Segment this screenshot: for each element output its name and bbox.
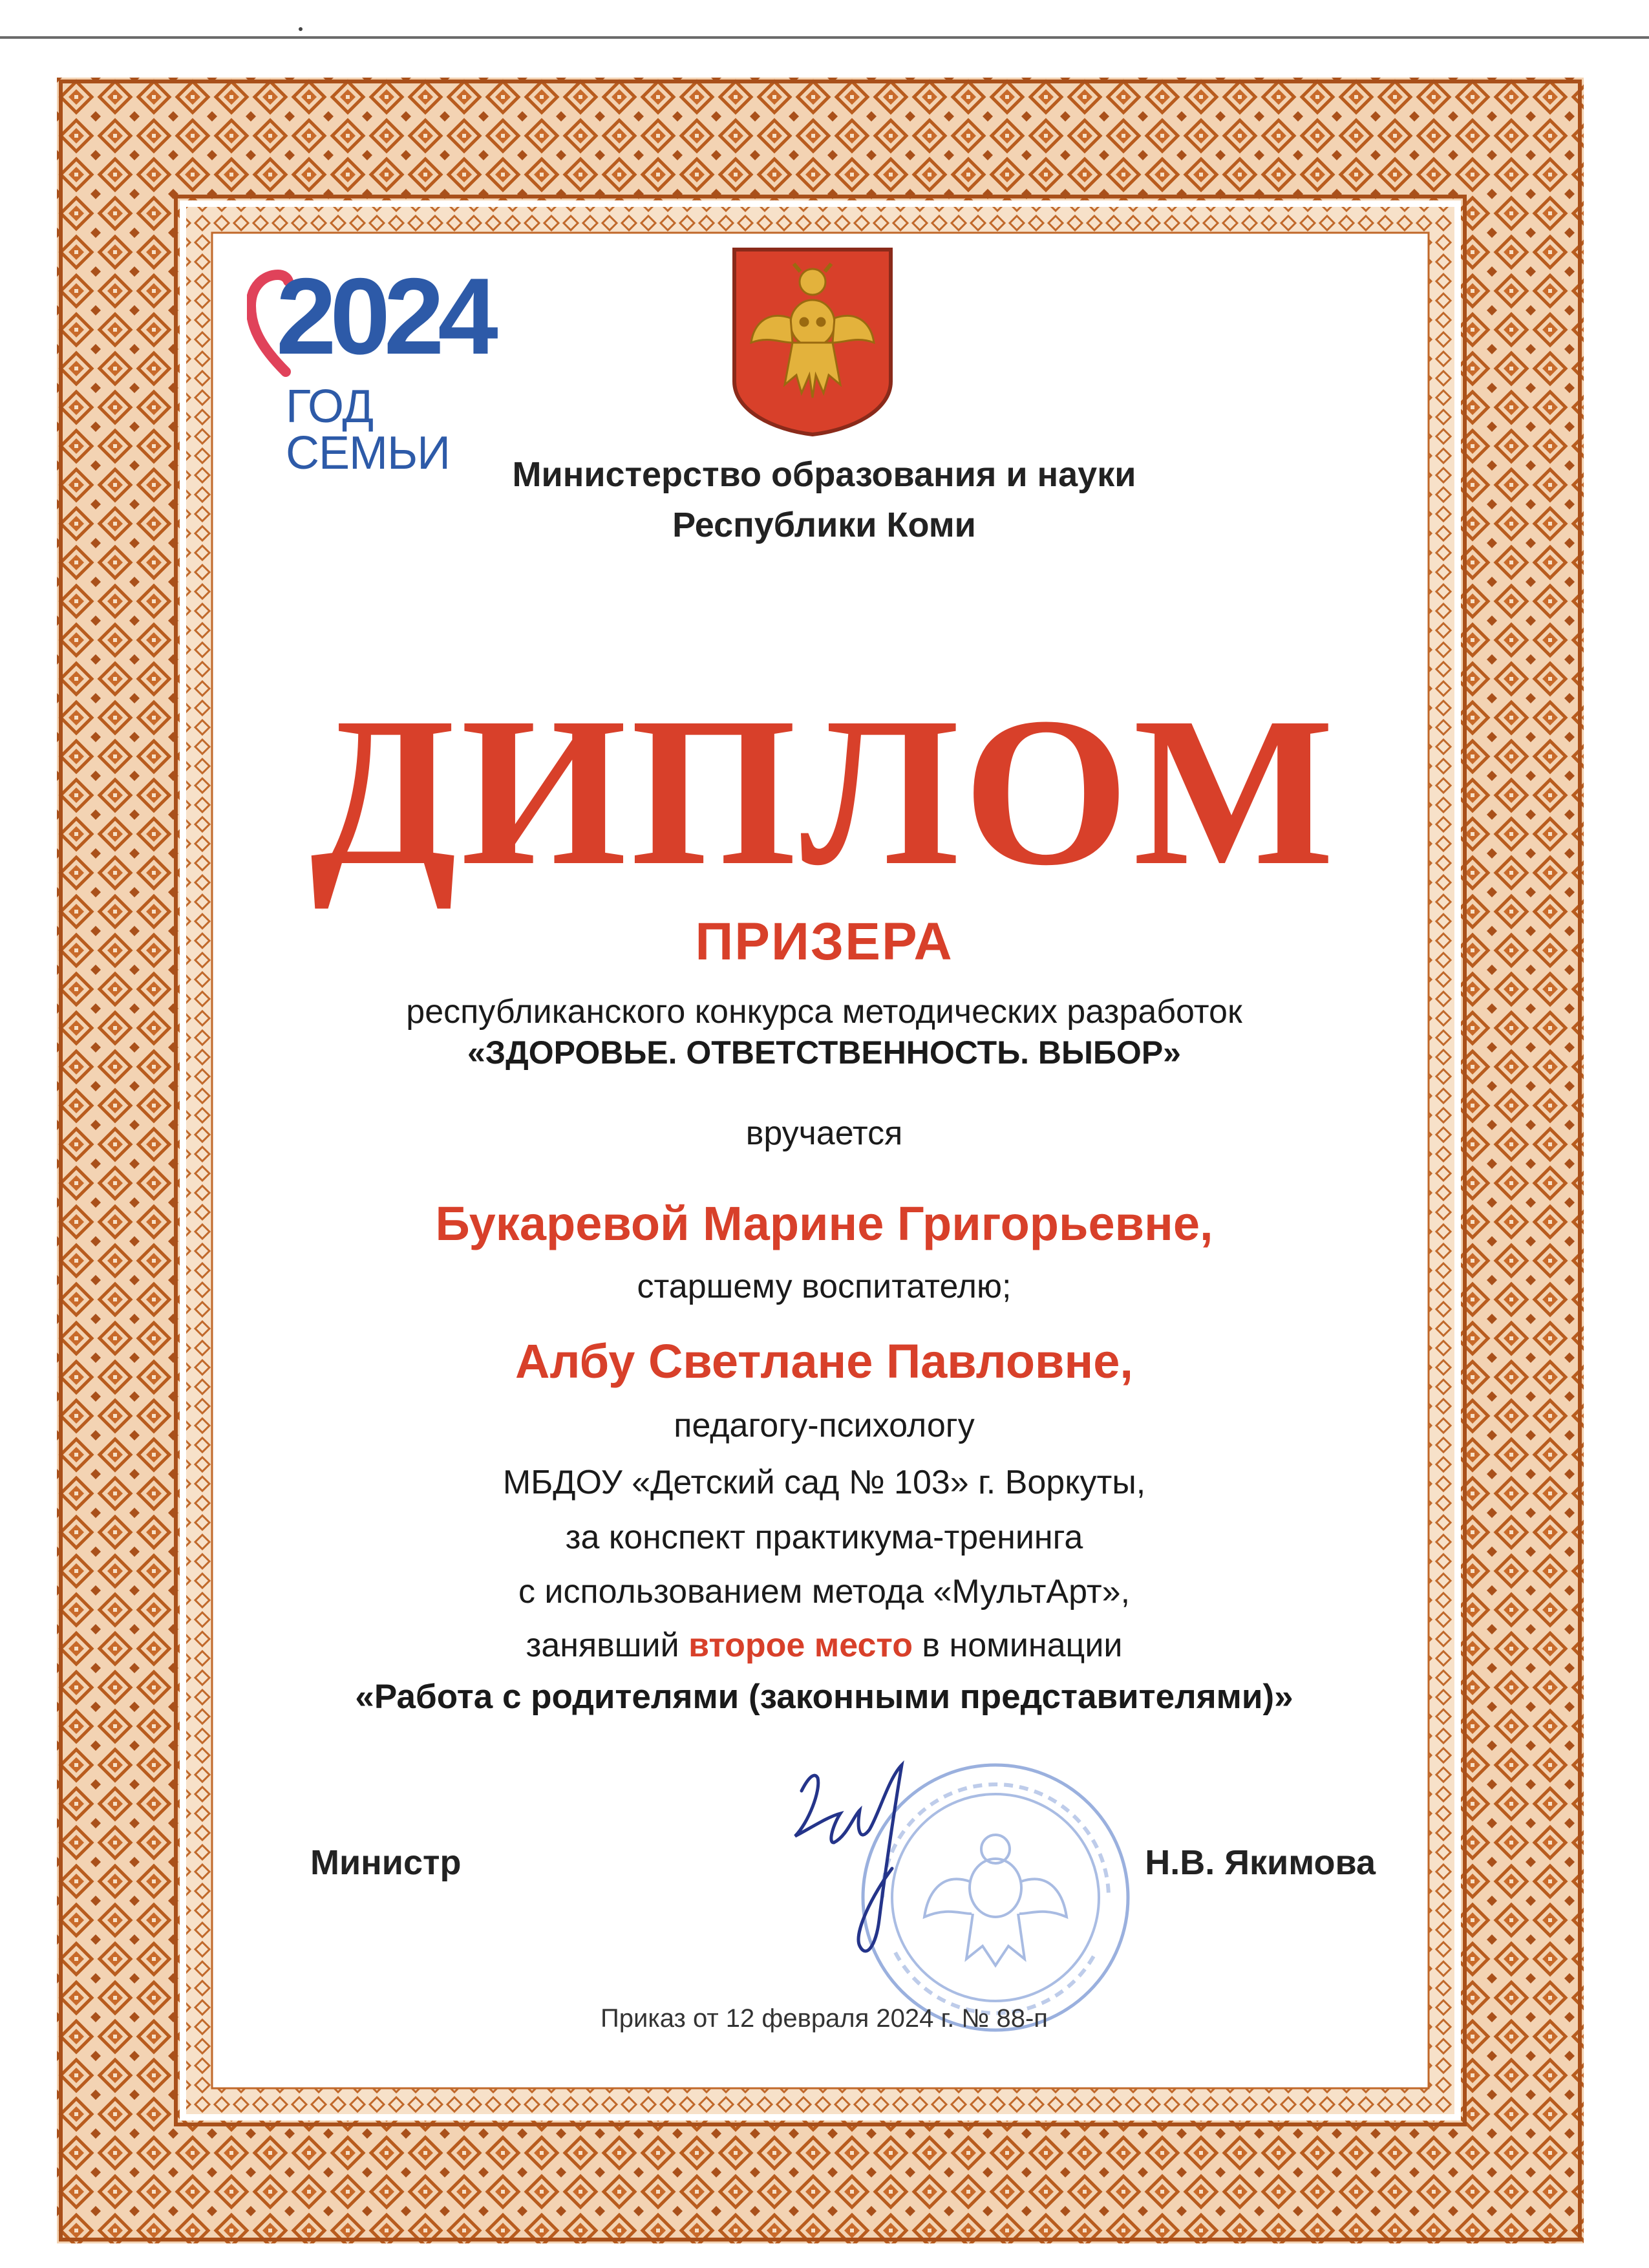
place-line: [226, 1626, 1422, 1665]
scan-speck: [299, 27, 303, 31]
year-of-family-logo: [247, 255, 492, 479]
signature-name: Н.В. Якимова: [1145, 1843, 1376, 1882]
recipient-1-name: Букаревой Марине Григорьевне,: [435, 1197, 1213, 1250]
komi-coat-of-arms-icon: [729, 246, 896, 436]
scan-edge-line: [0, 36, 1649, 39]
logo-caption: ГОД СЕМЬИ: [286, 381, 450, 479]
contest-name: «ЗДОРОВЬЕ. ОТВЕТСТВЕННОСТЬ. ВЫБОР»: [467, 1034, 1181, 1071]
order-reference: Приказ от 12 февраля 2024 г. № 88-п: [601, 2004, 1048, 2033]
diploma-content: [226, 246, 1422, 2121]
work-line2: с использованием метода «МультАрт»,: [518, 1573, 1131, 1610]
awarded-text: вручается: [745, 1115, 903, 1152]
place-value: второе место: [688, 1627, 913, 1664]
recipient-1-position: старшему воспитателю;: [637, 1268, 1012, 1305]
recipient-2-name: Албу Светлане Павловне,: [515, 1334, 1133, 1388]
signature-role: Министр: [310, 1843, 462, 1882]
organization: МБДОУ «Детский сад № 103» г. Воркуты,: [502, 1464, 1146, 1501]
contest-line: республиканского конкурса методических разработок: [406, 993, 1242, 1031]
work-line1: за конспект практикума-тренинга: [565, 1519, 1083, 1556]
recipient-2-position: педагогу-психологу: [674, 1407, 975, 1444]
place-prefix: занявший: [526, 1627, 689, 1664]
place-suffix: в номинации: [912, 1627, 1123, 1664]
diploma-subtitle: ПРИЗЕРА: [695, 912, 953, 971]
logo-year: 2024: [276, 255, 492, 377]
ministry-line2: Республики Коми: [672, 506, 976, 544]
ministry-name: [226, 449, 1422, 550]
ministry-line1: Министерство образования и науки: [512, 455, 1136, 494]
nomination: «Работа с родителями (законными представителями)»: [355, 1678, 1293, 1716]
diploma-title: ДИПЛОМ: [310, 674, 1339, 910]
minister-signature: [782, 1752, 937, 1965]
